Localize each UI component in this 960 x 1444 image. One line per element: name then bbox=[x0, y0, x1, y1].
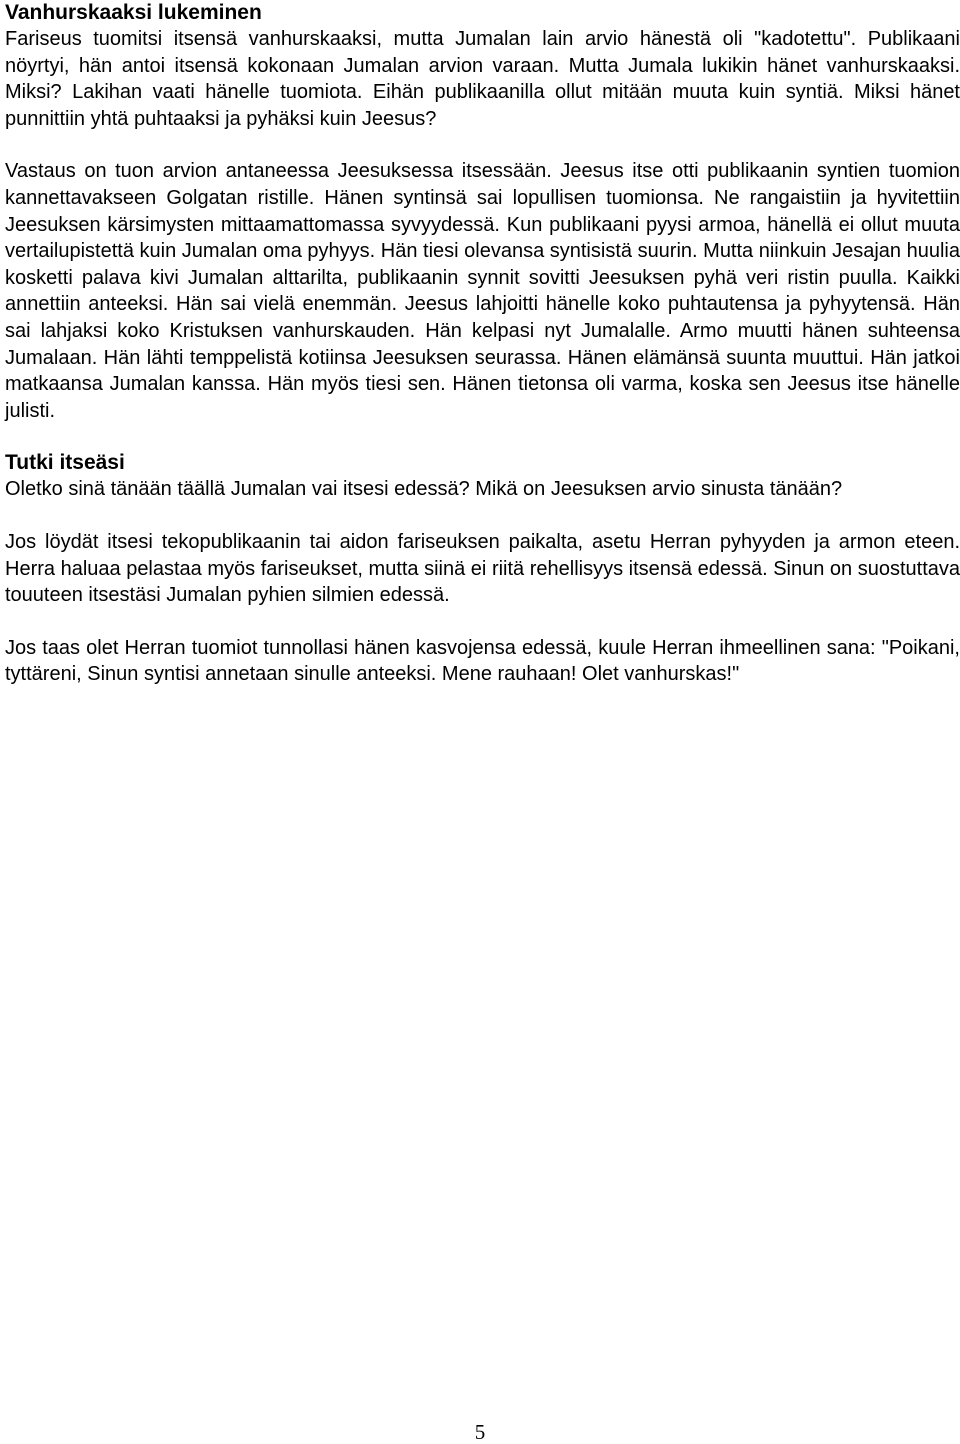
document-page bbox=[5, 0, 960, 688]
paragraph-answer-jesus: Vastaus on tuon arvion antaneessa Jeesuksessa itsessään. Jeesus itse otti publikaanin syntien tuomion kannettavakseen Golgatan ristille. Hänen syntinsä sai lopullisen tuomionsa. Ne rangaistiin ja hyvitettiin Jeesuksen kärsimysten mittaamattomassa syvyydessä. Kun publikaani pyysi armoa, hänellä ei ollut muuta vertailupistettä kuin Jumalan oma pyhyys. Hän tiesi olevansa syntisistä suurin. Mutta niinkuin Jesajan huulia kosketti palava kivi Jumalan alttarilta, publikaanin synnit sovitti Jeesuksen pyhä veri ristin puulla. Kaikki annettiin anteeksi. Hän sai vielä enemmän. Jeesus lahjoitti hänelle koko puhtautensa ja pyhyytensä. Hän sai lahjaksi koko Kristuksen vanhurskauden. Hän kelpasi nyt Jumalalle. Armo muutti hänen suhteensa Jumalaan. Hän lähti temppelistä kotiinsa Jeesuksen seurassa. Hänen elämänsä suunta muuttui. Hän jatkoi matkaansa Jumalan kanssa. Hän myös tiesi sen. Hänen tietonsa oli varma, koska sen Jeesus itse hänelle julisti. bbox=[5, 160, 960, 422]
paragraph-spacer bbox=[5, 132, 960, 158]
paragraph-spacer bbox=[5, 503, 960, 529]
section-heading-tutki-itseasi: Tutki itseäsi bbox=[5, 451, 125, 475]
paragraph-spacer bbox=[5, 609, 960, 635]
page-number: 5 bbox=[474, 1420, 486, 1444]
paragraph-question: Oletko sinä tänään täällä Jumalan vai itsesi edessä? Mikä on Jeesuksen arvio sinusta tänään? bbox=[5, 478, 843, 501]
section-heading-vanhurskaaksi-lukeminen: Vanhurskaaksi lukeminen bbox=[5, 1, 262, 24]
paragraph-pharisee-publican: Fariseus tuomitsi itsensä vanhurskaaksi, mutta Jumalan lain arvio hänestä oli "kadotettu". Publikaani nöyrtyi, hän antoi itsensä kokonaan Jumalan arvion varaan. Mutta Jumala lukikin hänet vanhurskaaksi. Miksi? Lakihan vaati hänelle tuomiota. Eihän publikaanilla ollut mitään muuta kuin syntiä. Miksi hänet punnittiin yhtä puhtaaksi ja pyhäksi kuin Jeesus? bbox=[5, 28, 960, 130]
paragraph-spacer bbox=[5, 424, 960, 450]
paragraph-self-examination: Jos löydät itsesi tekopublikaanin tai aidon fariseuksen paikalta, asetu Herran pyhyyden ja armon eteen. Herra haluaa pelastaa myös fariseukset, mutta siinä ei riitä rehellisyys itsensä edessä. Sinun on suostuttava touuteen itsestäsi Jumalan pyhien silmien edessä. bbox=[5, 530, 960, 607]
paragraph-forgiveness: Jos taas olet Herran tuomiot tunnollasi hänen kasvojensa edessä, kuule Herran ihmeellinen sana: "Poikani, tyttäreni, Sinun syntisi annetaan sinulle anteeksi. Mene rauhaan! Olet vanhurskas!" bbox=[5, 636, 960, 686]
